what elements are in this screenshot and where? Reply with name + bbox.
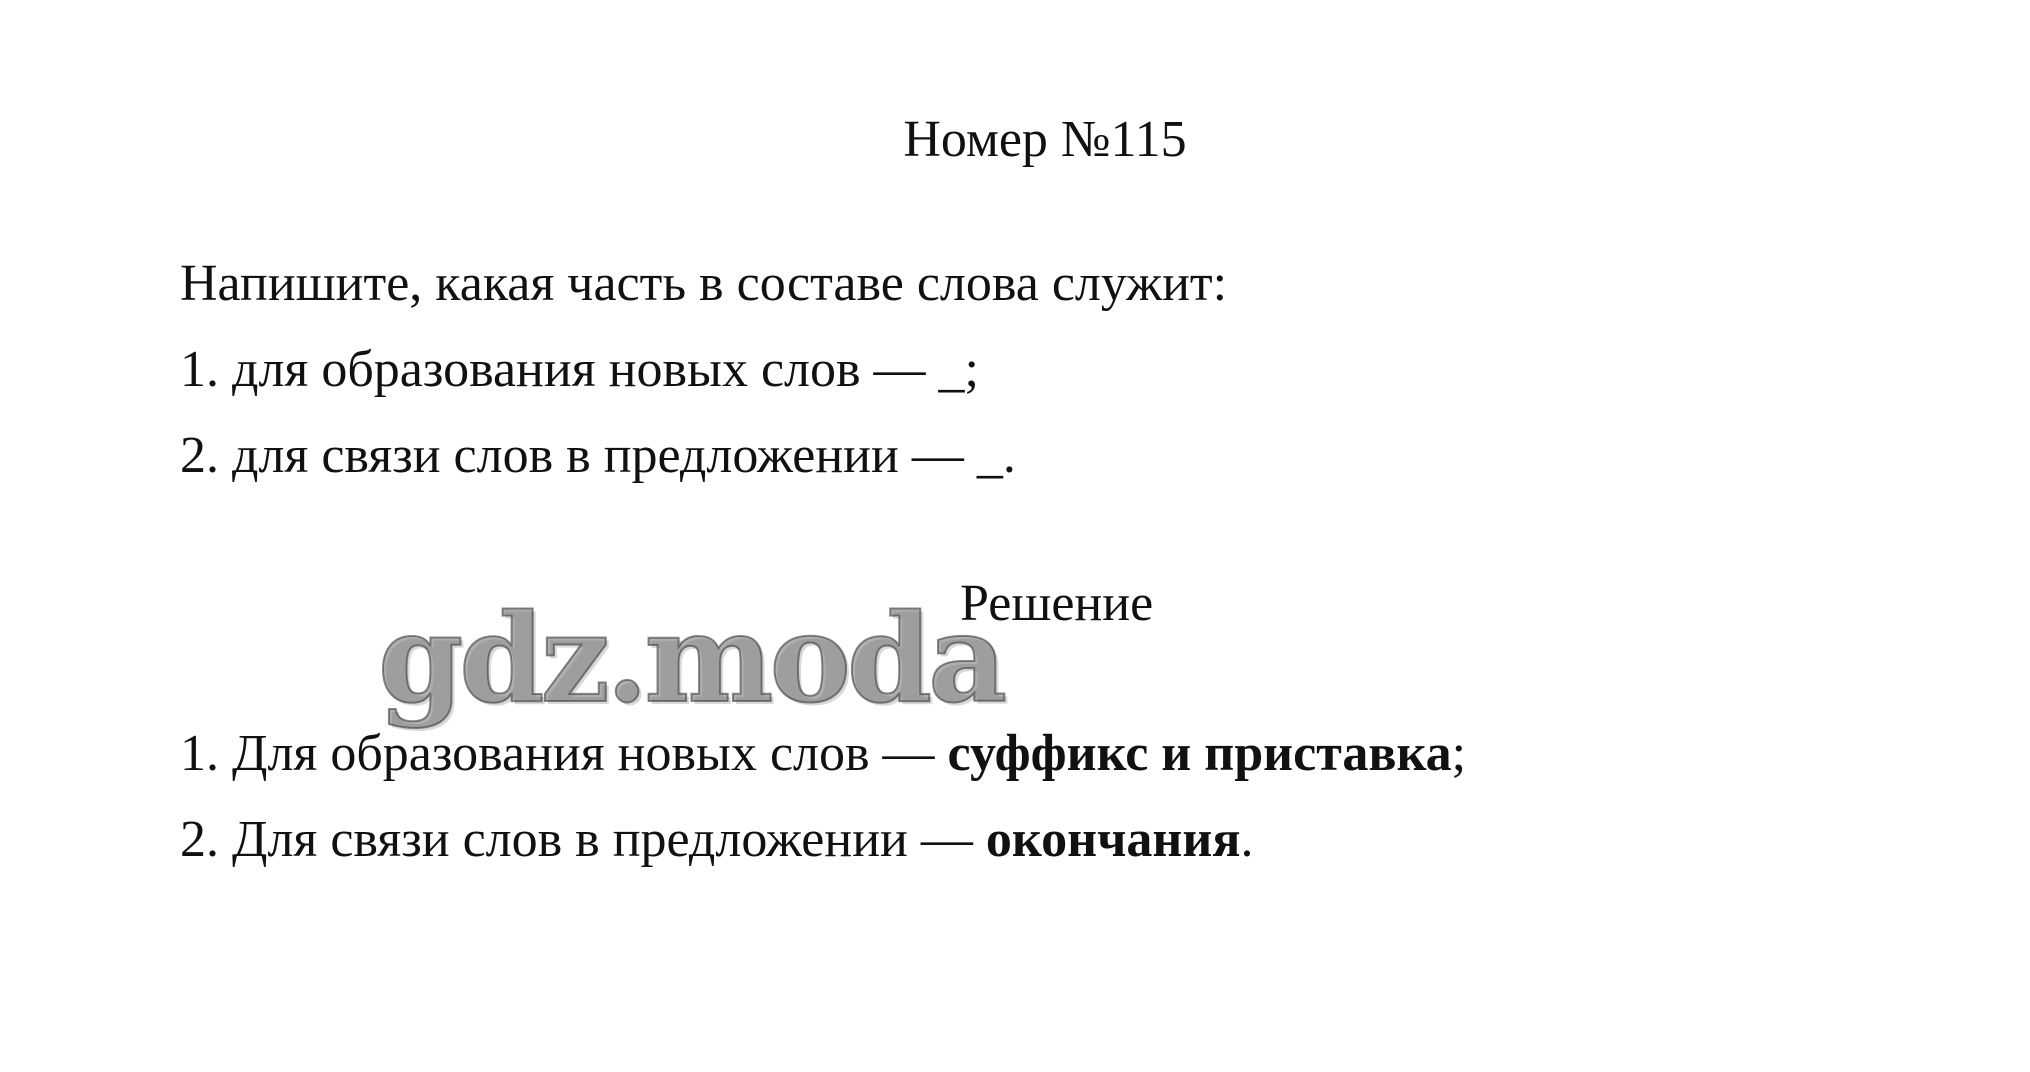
question-intro: Напишите, какая часть в составе слова служит: bbox=[180, 255, 1228, 312]
answer-2-text: 2. Для связи слов в предложении — bbox=[180, 811, 986, 868]
answer-2-end: . bbox=[1240, 811, 1254, 868]
solution-heading: Решение bbox=[960, 575, 1154, 632]
watermark-logo: gdz.moda bbox=[378, 586, 1004, 730]
page-title: Номер №115 bbox=[903, 111, 1187, 168]
answer-2 bbox=[180, 808, 1253, 872]
answer-1-bold: суффикс и приставка bbox=[947, 725, 1452, 782]
answer-1 bbox=[180, 722, 1466, 786]
answer-2-bold: окончания bbox=[985, 811, 1241, 868]
question-item-2: 2. для связи слов в предложении — _. bbox=[180, 427, 1016, 484]
answer-1-text: 1. Для образования новых слов — bbox=[180, 725, 948, 782]
answer-1-end: ; bbox=[1451, 725, 1467, 782]
question-item-1: 1. для образования новых слов — _; bbox=[180, 341, 979, 398]
